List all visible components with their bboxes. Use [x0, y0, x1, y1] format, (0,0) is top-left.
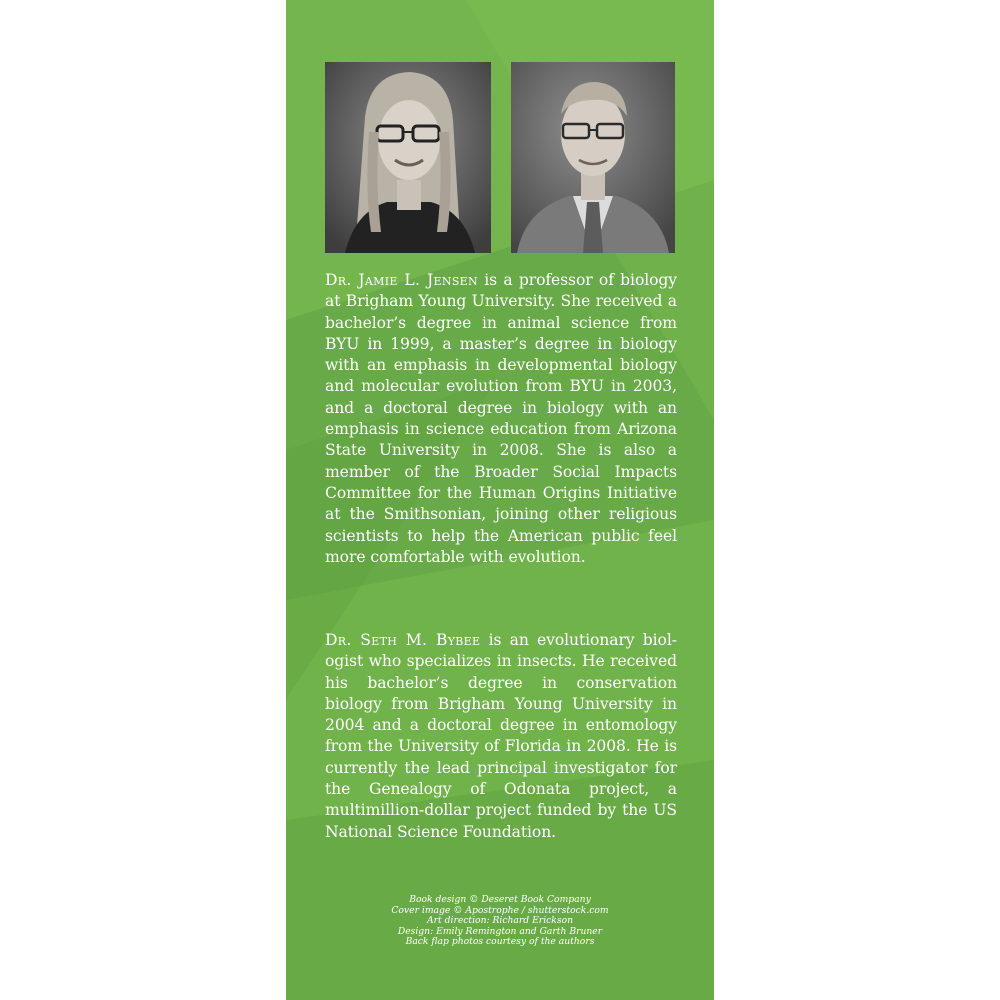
credit-line: Design: Emily Remington and Garth Bruner — [397, 925, 603, 937]
author-name: Dr. Seth M. Bybee — [325, 631, 481, 649]
credit-line: Book design © Deseret Book Company — [409, 894, 591, 905]
credit-line: Art direction: Richard Erickson — [426, 915, 574, 927]
credit-line: Cover image © Apostrophe / shutterstock.com — [391, 904, 609, 916]
author-bio-text: is a professor of biology at Brigham Young University. She received a bachelor’s degree in animal science from BYU in 1999, a master’s degree in biology with an emphasis in developmental biology and molecular evolution from BYU in 2003, and a doctoral degree in biology with an emphasis in science education from Arizona State University in 2008. She is also a member of the Broader Social Impacts Committee for the Human Origins Initiative at the Smithsonian, joining other religious scientists to help the American public feel more comfortable with evolution. — [325, 271, 678, 566]
author-photo-jensen — [325, 62, 491, 253]
man-portrait-image — [511, 62, 675, 253]
author-name: Dr. Jamie L. Jensen — [325, 271, 478, 289]
back-flap — [286, 0, 714, 1000]
woman-portrait-image — [325, 62, 491, 253]
author-bio-jensen — [325, 270, 677, 568]
author-bio-text: is an evolutionary biologist who specializes in insects. He received his bachelor’s degree in conservation biology from Brigham Young University in 2004 and a doctoral degree in entomology from the University of Florida in 2008. He is currently the lead principal investigator for the Genealogy of Odonata project, a multimillion-dollar project funded by the US National Science Foundation. — [325, 631, 677, 841]
author-bio-bybee — [325, 630, 677, 843]
design-credits — [306, 895, 694, 948]
credit-line: Back flap photos courtesy of the authors — [405, 936, 595, 948]
author-photo-bybee — [511, 62, 675, 253]
